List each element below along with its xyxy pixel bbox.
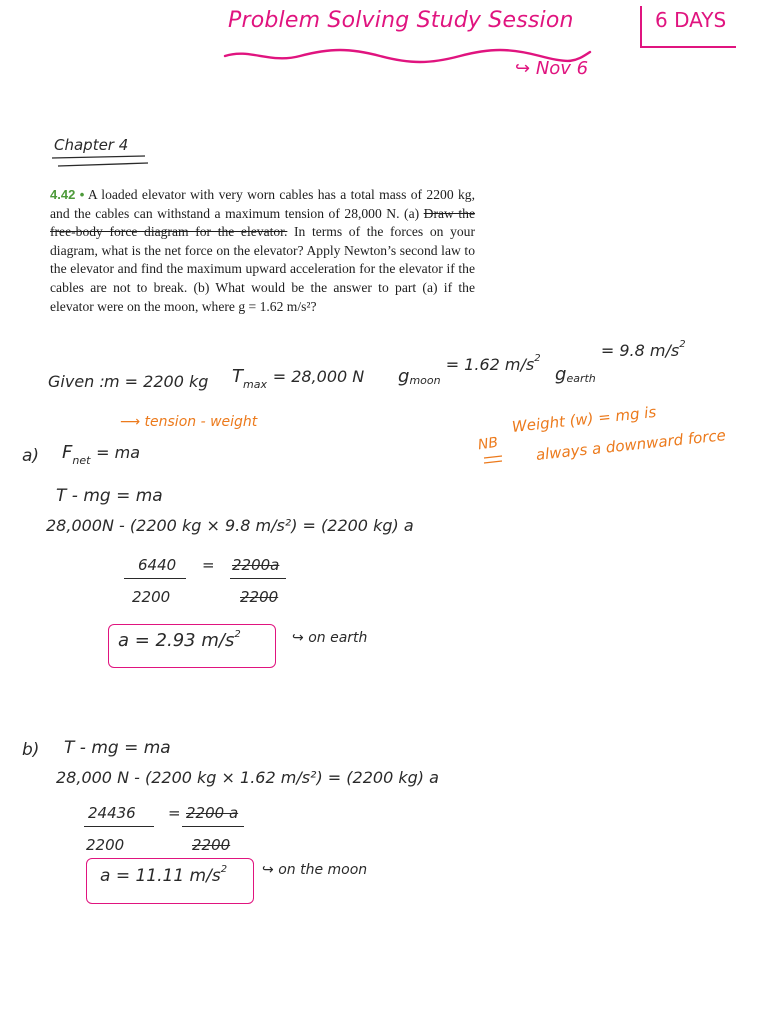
note-nb: NB xyxy=(476,434,500,454)
arrow-right-icon: ⟶ xyxy=(120,414,141,430)
part-b-frac-right-den: 2200 xyxy=(192,836,231,854)
given-gearth: $g_{earth} = 9.8$ $m/s^2$ xyxy=(555,339,686,385)
part-b-answer: a = 11.11 $m/s^2$ xyxy=(100,864,228,886)
part-a-answer-note: ↪ on earth xyxy=(292,630,368,646)
problem-struck-text: Draw the free-body force diagram for the elevator. xyxy=(50,205,475,240)
countdown-label: 6 DAYS xyxy=(655,8,727,32)
nb-underline xyxy=(484,456,502,463)
problem-text-intro: A loaded elevator with very worn cables has a total mass of 2200 kg, and the cables can withstand a maximum tension of 28,000 N. (a) xyxy=(50,187,475,221)
part-a-answer: a = 2.93 $m/s^2$ xyxy=(118,629,241,651)
arrow-icon: ↪ xyxy=(292,630,304,646)
given-label: Given : xyxy=(48,372,105,391)
chapter-heading: Chapter 4 xyxy=(54,136,129,154)
chapter-underline-1 xyxy=(52,156,145,158)
part-b-frac-left-den: 2200 xyxy=(86,836,125,854)
arrow-icon: ↪ xyxy=(515,58,531,79)
part-b-frac-right-num: 2200 a xyxy=(186,804,239,822)
part-a-label: a) xyxy=(22,446,40,466)
given-tmax: $T_{max} = 28,000$ N xyxy=(232,366,365,391)
part-a-line1: T - mg = ma xyxy=(56,486,163,506)
date-label: ↪ Nov 6 xyxy=(515,58,589,79)
given-mass: m = 2200 kg xyxy=(104,372,209,391)
part-a-equals: = xyxy=(202,556,215,574)
part-b-answer-note: ↪ on the moon xyxy=(262,862,368,878)
arrow-icon: ↪ xyxy=(262,862,274,878)
part-b-line1: T - mg = ma xyxy=(64,738,171,758)
part-a-frac-left-num: 6440 xyxy=(138,556,177,574)
chapter-underline-2 xyxy=(58,163,148,166)
given-gmoon: $g_{moon} = 1.62$ $m/s^2$ xyxy=(398,353,541,387)
session-title: Problem Solving Study Session xyxy=(228,8,574,33)
problem-number: 4.42 xyxy=(50,187,76,202)
problem-text-rest: In terms of the forces on your diagram, what is the net force on the elevator? Apply Newton’s second law to the elevator and find the maximum upward acceleration for the elevator if the cables are not to break. (b) What would be the answer to part (a) if the elevator were on the moon, where g = 1.62 m/s²? xyxy=(50,224,475,314)
part-b-equals: = xyxy=(168,804,181,822)
note-line2: always a downward force xyxy=(535,426,727,464)
title-wave-underline xyxy=(225,50,590,62)
annotation-tension-weight: ⟶ tension - weight xyxy=(120,414,258,430)
part-b-frac-left-num: 24436 xyxy=(88,804,136,822)
part-b-line2: 28,000 N - (2200 kg × 1.62 m/s²) = (2200 kg) a xyxy=(56,768,439,787)
part-a-line2: 28,000N - (2200 kg × 9.8 m/s²) = (2200 kg) a xyxy=(46,516,414,535)
part-a-frac-right-den: 2200 xyxy=(240,588,279,606)
part-a-frac-left-den: 2200 xyxy=(132,588,171,606)
part-a-fnet: $F_{net}$ = ma xyxy=(62,442,141,467)
note-line1: Weight (w) = mg is xyxy=(511,402,658,436)
part-a-frac-right-num: 2200a xyxy=(232,556,280,574)
bullet: • xyxy=(79,187,85,202)
part-b-label: b) xyxy=(22,740,40,760)
